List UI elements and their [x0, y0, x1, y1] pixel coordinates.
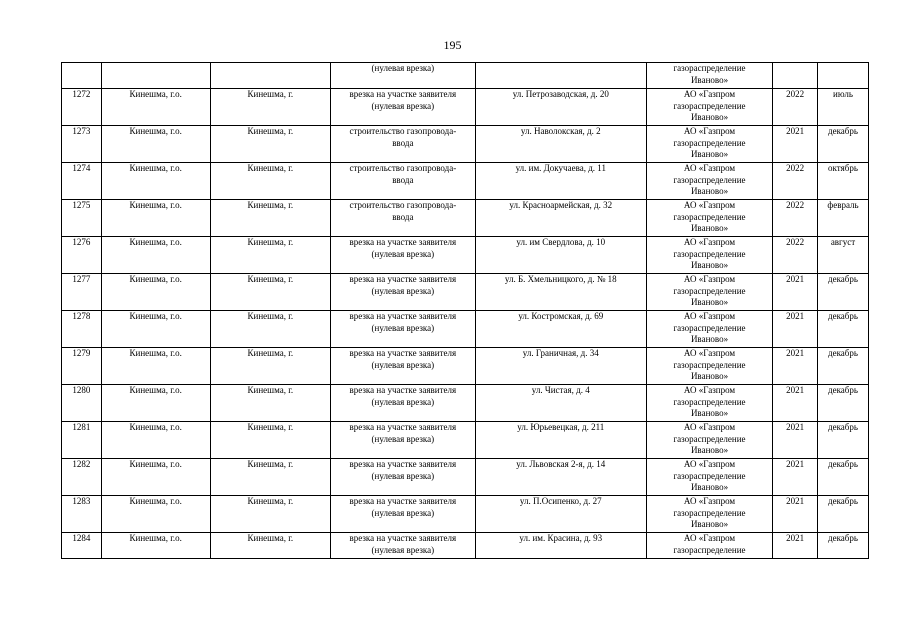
work-line: врезка на участке заявителя	[349, 348, 457, 358]
org-line: Иваново»	[690, 149, 729, 159]
cell-city: Кинешма, г.	[210, 274, 330, 311]
cell-organization	[646, 385, 772, 422]
work-line: врезка на участке заявителя	[349, 459, 457, 469]
cell-okrug	[101, 63, 210, 89]
work-line: (нулевая врезка)	[371, 285, 435, 296]
org-line: Иваново»	[690, 112, 729, 122]
org-line: газораспределение	[673, 63, 746, 73]
cell-organization	[646, 200, 772, 237]
cell-address: ул. Красноармейская, д. 32	[475, 200, 646, 237]
cell-month: декабрь	[818, 348, 869, 385]
cell-okrug: Кинешма, г.о.	[101, 422, 210, 459]
org-line: газораспределение	[673, 285, 746, 296]
org-line: АО «Газпром	[683, 348, 736, 358]
cell-address: ул. Юрьевецкая, д. 211	[475, 422, 646, 459]
cell-work-type	[330, 63, 475, 89]
cell-city: Кинешма, г.	[210, 311, 330, 348]
org-line: газораспределение	[673, 396, 746, 407]
cell-year: 2021	[773, 459, 818, 496]
cell-city: Кинешма, г.	[210, 459, 330, 496]
cell-organization	[646, 89, 772, 126]
cell-okrug: Кинешма, г.о.	[101, 126, 210, 163]
cell-year: 2021	[773, 496, 818, 533]
cell-okrug: Кинешма, г.о.	[101, 89, 210, 126]
org-line: Иваново»	[690, 519, 729, 529]
table-row	[62, 274, 869, 311]
cell-month: декабрь	[818, 496, 869, 533]
cell-year: 2021	[773, 385, 818, 422]
cell-okrug: Кинешма, г.о.	[101, 348, 210, 385]
cell-year: 2022	[773, 89, 818, 126]
cell-city: Кинешма, г.	[210, 533, 330, 559]
cell-month: декабрь	[818, 533, 869, 559]
cell-month: декабрь	[818, 459, 869, 496]
cell-city: Кинешма, г.	[210, 126, 330, 163]
cell-city: Кинешма, г.	[210, 422, 330, 459]
work-line: строительство газопровода-	[349, 126, 457, 136]
org-line: Иваново»	[690, 334, 729, 344]
cell-organization	[646, 459, 772, 496]
cell-address: ул. им. Красина, д. 93	[475, 533, 646, 559]
org-line: Иваново»	[690, 223, 729, 233]
cell-year: 2021	[773, 274, 818, 311]
org-line: газораспределение	[673, 211, 746, 222]
cell-work-type	[330, 348, 475, 385]
work-line: врезка на участке заявителя	[349, 89, 457, 99]
work-line: (нулевая врезка)	[371, 359, 435, 370]
cell-city: Кинешма, г.	[210, 496, 330, 533]
cell-year: 2021	[773, 533, 818, 559]
cell-work-type	[330, 200, 475, 237]
cell-address: ул. им Свердлова, д. 10	[475, 237, 646, 274]
table-row	[62, 385, 869, 422]
work-line: (нулевая врезка)	[371, 396, 435, 407]
org-line: газораспределение	[673, 544, 746, 555]
cell-organization	[646, 163, 772, 200]
org-line: Иваново»	[690, 186, 729, 196]
cell-year	[773, 63, 818, 89]
cell-okrug: Кинешма, г.о.	[101, 237, 210, 274]
cell-organization	[646, 63, 772, 89]
cell-month: июль	[818, 89, 869, 126]
cell-city: Кинешма, г.	[210, 200, 330, 237]
cell-year: 2022	[773, 237, 818, 274]
cell-organization	[646, 237, 772, 274]
cell-work-type	[330, 459, 475, 496]
org-line: АО «Газпром	[683, 533, 736, 543]
work-line: (нулевая врезка)	[371, 544, 435, 555]
cell-number: 1276	[62, 237, 102, 274]
org-line: Иваново»	[690, 408, 729, 418]
cell-work-type	[330, 237, 475, 274]
work-line: врезка на участке заявителя	[349, 274, 457, 284]
org-line: газораспределение	[673, 359, 746, 370]
org-line: АО «Газпром	[683, 126, 736, 136]
org-line: АО «Газпром	[683, 422, 736, 432]
cell-address	[475, 63, 646, 89]
org-line: газораспределение	[673, 322, 746, 333]
org-line: газораспределение	[673, 470, 746, 481]
cell-number: 1277	[62, 274, 102, 311]
cell-city: Кинешма, г.	[210, 348, 330, 385]
org-line: Иваново»	[690, 260, 729, 270]
cell-city: Кинешма, г.	[210, 385, 330, 422]
cell-city: Кинешма, г.	[210, 237, 330, 274]
org-line: газораспределение	[673, 248, 746, 259]
cell-number: 1284	[62, 533, 102, 559]
cell-month: декабрь	[818, 126, 869, 163]
cell-city: Кинешма, г.	[210, 89, 330, 126]
table-row	[62, 311, 869, 348]
work-line: (нулевая врезка)	[371, 63, 435, 73]
org-line: Иваново»	[690, 297, 729, 307]
work-line: врезка на участке заявителя	[349, 422, 457, 432]
work-line: строительство газопровода-	[349, 200, 457, 210]
cell-address: ул. Граничная, д. 34	[475, 348, 646, 385]
org-line: АО «Газпром	[683, 459, 736, 469]
cell-organization	[646, 496, 772, 533]
cell-month: август	[818, 237, 869, 274]
cell-year: 2021	[773, 422, 818, 459]
work-line: строительство газопровода-	[349, 163, 457, 173]
cell-organization	[646, 274, 772, 311]
org-line: АО «Газпром	[683, 385, 736, 395]
table-row	[62, 422, 869, 459]
cell-work-type	[330, 496, 475, 533]
cell-organization	[646, 348, 772, 385]
org-line: Иваново»	[690, 482, 729, 492]
cell-year: 2021	[773, 311, 818, 348]
cell-okrug: Кинешма, г.о.	[101, 533, 210, 559]
cell-organization	[646, 126, 772, 163]
cell-work-type	[330, 422, 475, 459]
org-line: газораспределение	[673, 137, 746, 148]
cell-year: 2021	[773, 126, 818, 163]
cell-month: декабрь	[818, 385, 869, 422]
cell-city: Кинешма, г.	[210, 163, 330, 200]
cell-okrug: Кинешма, г.о.	[101, 496, 210, 533]
cell-okrug: Кинешма, г.о.	[101, 385, 210, 422]
cell-okrug: Кинешма, г.о.	[101, 274, 210, 311]
table-row	[62, 200, 869, 237]
work-line: (нулевая врезка)	[371, 507, 435, 518]
cell-month: декабрь	[818, 422, 869, 459]
org-line: Иваново»	[690, 371, 729, 381]
work-line: врезка на участке заявителя	[349, 311, 457, 321]
org-line: АО «Газпром	[683, 274, 736, 284]
work-line: (нулевая врезка)	[371, 433, 435, 444]
org-line: АО «Газпром	[683, 311, 736, 321]
org-line: АО «Газпром	[683, 89, 736, 99]
table-row-continued	[62, 63, 869, 89]
cell-year: 2022	[773, 200, 818, 237]
cell-address: ул. Наволокская, д. 2	[475, 126, 646, 163]
cell-number: 1283	[62, 496, 102, 533]
cell-city	[210, 63, 330, 89]
cell-year: 2021	[773, 348, 818, 385]
cell-organization	[646, 311, 772, 348]
cell-number: 1278	[62, 311, 102, 348]
org-line: АО «Газпром	[683, 237, 736, 247]
cell-okrug: Кинешма, г.о.	[101, 311, 210, 348]
cell-organization	[646, 533, 772, 559]
work-line: (нулевая врезка)	[371, 322, 435, 333]
gasification-table	[61, 62, 869, 559]
cell-month: октябрь	[818, 163, 869, 200]
cell-number: 1275	[62, 200, 102, 237]
cell-work-type	[330, 126, 475, 163]
table-row	[62, 126, 869, 163]
cell-organization	[646, 422, 772, 459]
work-line: (нулевая врезка)	[371, 100, 435, 111]
table-body	[62, 63, 869, 559]
org-line: газораспределение	[673, 507, 746, 518]
table-row	[62, 496, 869, 533]
page-number: 195	[443, 38, 462, 52]
cell-address: ул. Львовская 2-я, д. 14	[475, 459, 646, 496]
cell-number: 1273	[62, 126, 102, 163]
table-row	[62, 89, 869, 126]
cell-address: ул. Б. Хмельницкого, д. № 18	[475, 274, 646, 311]
cell-month	[818, 63, 869, 89]
work-line: ввода	[392, 211, 414, 222]
cell-okrug: Кинешма, г.о.	[101, 459, 210, 496]
org-line: газораспределение	[673, 174, 746, 185]
cell-work-type	[330, 385, 475, 422]
cell-address: ул. Петрозаводская, д. 20	[475, 89, 646, 126]
table-row	[62, 163, 869, 200]
cell-address: ул. П.Осипенко, д. 27	[475, 496, 646, 533]
cell-address: ул. Костромская, д. 69	[475, 311, 646, 348]
cell-work-type	[330, 533, 475, 559]
cell-month: декабрь	[818, 311, 869, 348]
cell-address: ул. им. Докучаева, д. 11	[475, 163, 646, 200]
cell-number: 1280	[62, 385, 102, 422]
work-line: ввода	[392, 174, 414, 185]
cell-work-type	[330, 163, 475, 200]
work-line: врезка на участке заявителя	[349, 385, 457, 395]
org-line: АО «Газпром	[683, 200, 736, 210]
cell-number: 1281	[62, 422, 102, 459]
org-line: Иваново»	[690, 445, 729, 455]
work-line: (нулевая врезка)	[371, 248, 435, 259]
cell-work-type	[330, 311, 475, 348]
table-row	[62, 237, 869, 274]
cell-work-type	[330, 274, 475, 311]
table-row	[62, 533, 869, 559]
table-row	[62, 459, 869, 496]
cell-month: февраль	[818, 200, 869, 237]
work-line: врезка на участке заявителя	[349, 237, 457, 247]
org-line: газораспределение	[673, 100, 746, 111]
cell-number: 1282	[62, 459, 102, 496]
cell-work-type	[330, 89, 475, 126]
cell-year: 2022	[773, 163, 818, 200]
work-line: ввода	[392, 137, 414, 148]
org-line: АО «Газпром	[683, 163, 736, 173]
cell-month: декабрь	[818, 274, 869, 311]
cell-number: 1272	[62, 89, 102, 126]
cell-number: 1274	[62, 163, 102, 200]
table-row	[62, 348, 869, 385]
work-line: врезка на участке заявителя	[349, 533, 457, 543]
cell-address: ул. Чистая, д. 4	[475, 385, 646, 422]
cell-number	[62, 63, 102, 89]
org-line: Иваново»	[690, 74, 729, 85]
work-line: (нулевая врезка)	[371, 470, 435, 481]
cell-number: 1279	[62, 348, 102, 385]
work-line: врезка на участке заявителя	[349, 496, 457, 506]
org-line: АО «Газпром	[683, 496, 736, 506]
org-line: газораспределение	[673, 433, 746, 444]
cell-okrug: Кинешма, г.о.	[101, 163, 210, 200]
cell-okrug: Кинешма, г.о.	[101, 200, 210, 237]
